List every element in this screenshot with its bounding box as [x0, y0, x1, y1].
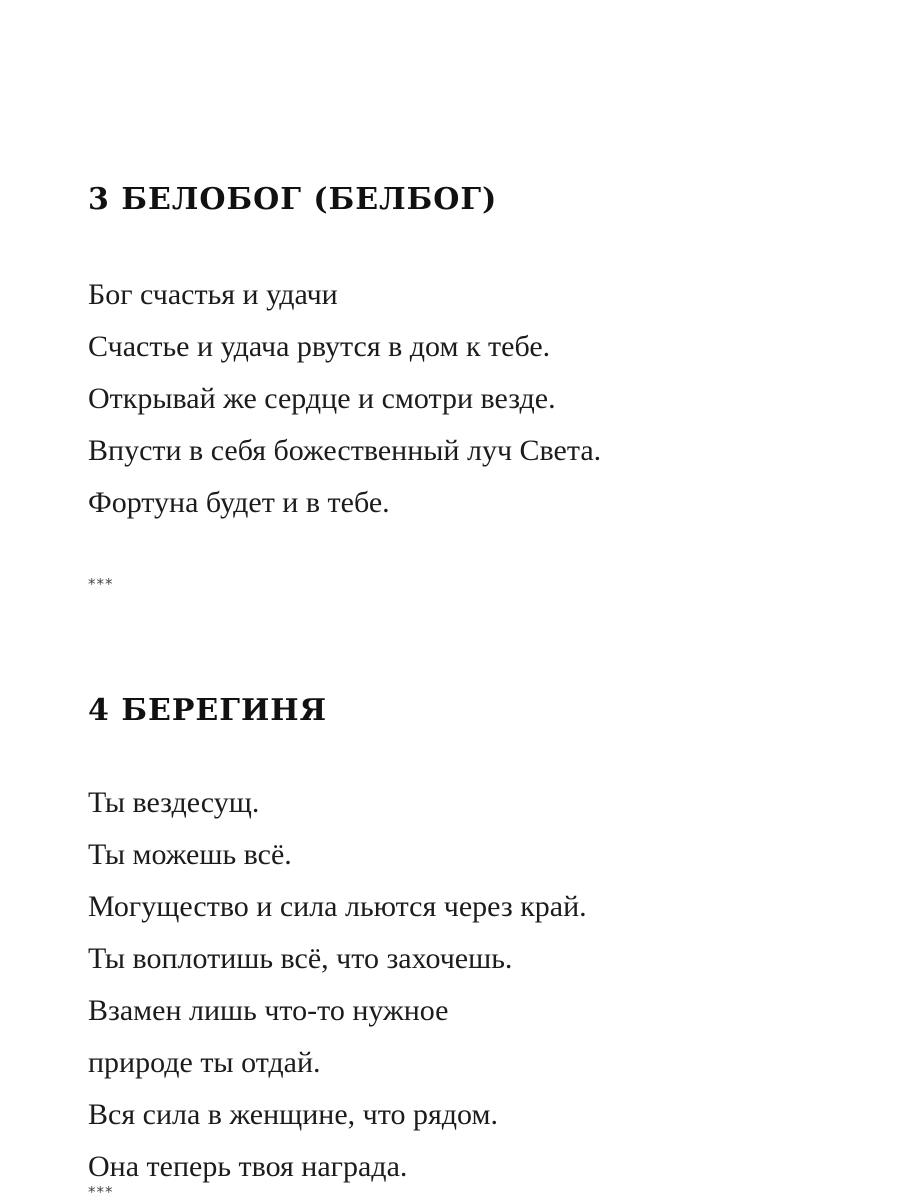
poem-bereginya: [88, 777, 587, 1193]
poem-line: Вся сила в женщине, что рядом.: [88, 1098, 498, 1131]
poem-line: Ты можешь всё.: [88, 838, 292, 871]
section-heading-belobog: 3 БЕЛОБОГ (БЕЛБОГ): [88, 182, 498, 217]
section-heading-bereginya: 4 БЕРЕГИНЯ: [88, 693, 328, 728]
poem-line: Впусти в себя божественный луч Света.: [88, 434, 602, 467]
poem-line: Счастье и удача рвутся в дом к тебе.: [88, 330, 551, 363]
poem-belobog: [88, 269, 601, 529]
poem-line: Открывай же сердце и смотри везде.: [88, 382, 556, 415]
poem-line: Бог счастья и удачи: [88, 278, 338, 311]
document-page: [88, 0, 868, 1200]
poem-line: Фортуна будет и в тебе.: [88, 486, 390, 519]
poem-line: Взамен лишь что-то нужное: [88, 994, 449, 1027]
section-separator: ***: [88, 1183, 114, 1201]
poem-line: природе ты отдай.: [88, 1046, 321, 1079]
section-separator: ***: [88, 575, 114, 593]
poem-line: Она теперь твоя награда.: [88, 1150, 408, 1183]
poem-line: Ты воплотишь всё, что захочешь.: [88, 942, 513, 975]
poem-line: Ты вездесущ.: [88, 786, 260, 819]
poem-line: Могущество и сила льются через край.: [88, 890, 587, 923]
